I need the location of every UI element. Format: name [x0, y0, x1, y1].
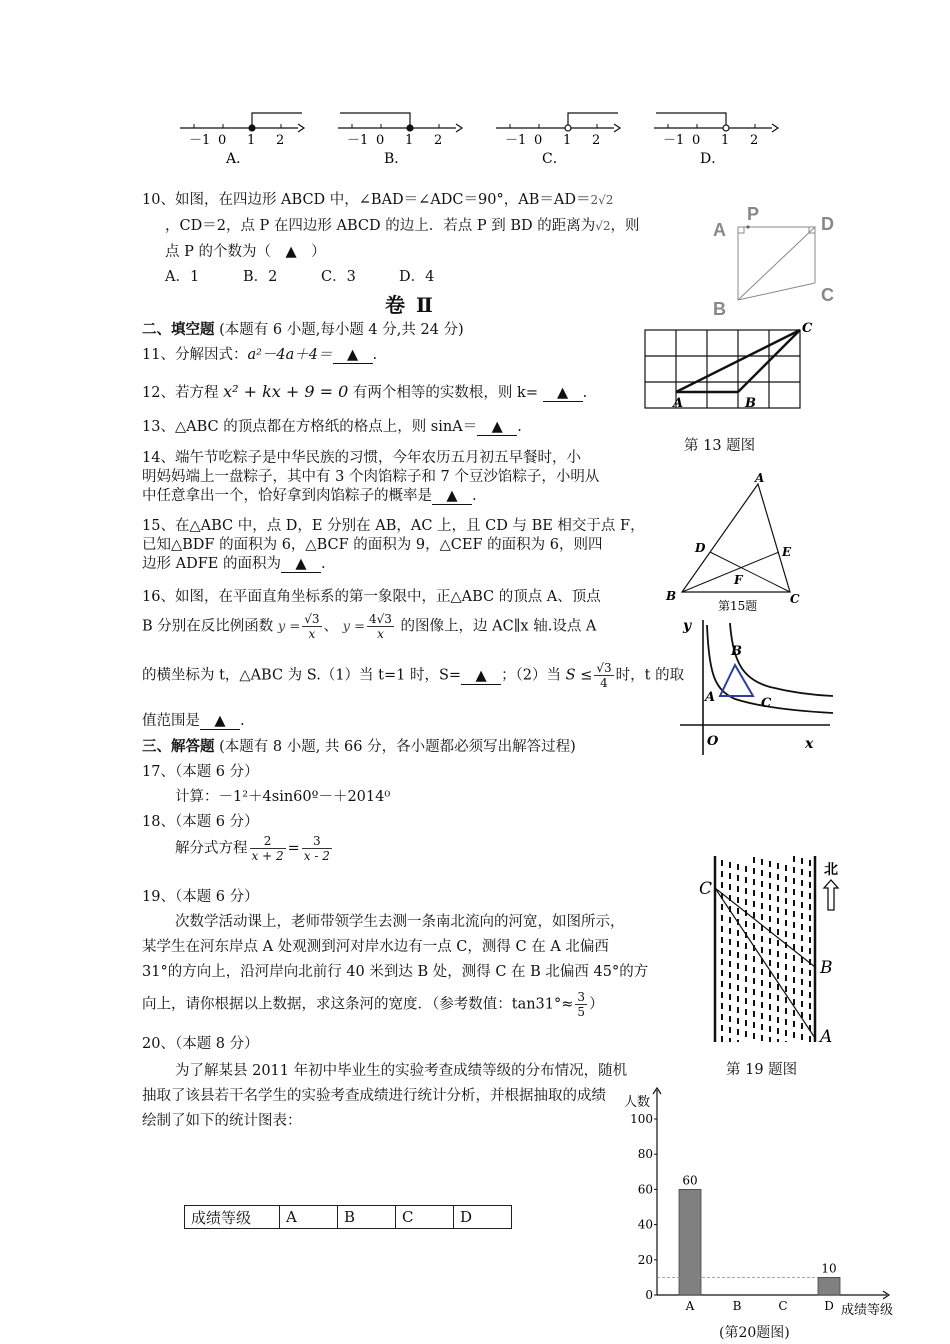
q18-left-denominator: x + 2 — [251, 849, 284, 863]
q19-fig-caption: 第 19 题图 — [726, 1062, 798, 1078]
q19-river-figure — [695, 852, 838, 1052]
numberline-tick-label: 1 — [247, 133, 256, 148]
q16-line2-end: 的图像上，边 AC∥x 轴.设点 A — [400, 618, 597, 635]
q16-label-o: O — [707, 734, 719, 749]
q15-answer-blank: ▲ — [281, 556, 321, 573]
q14-line3: 中任意拿出一个，恰好拿到肉馅粽子的概率是 ▲ . — [142, 488, 477, 504]
q10-line1-text: 10、如图，在四边形 ABCD 中，∠BAD＝∠ADC＝90°，AB＝AD＝ — [142, 192, 591, 208]
q16-f1-numerator: √3 — [304, 612, 320, 626]
q16-line2 — [142, 612, 596, 641]
q16-f1-denominator: x — [308, 627, 316, 641]
q19-line3: 31°的方向上，沿河岸向北前行 40 米到达 B 处，测得 C 在 B 北偏西 45°的方 — [142, 964, 649, 980]
q20-line1: 为了解某县 2011 年初中毕业生的实验考查成绩等级的分布情况，随机 — [175, 1063, 628, 1079]
grade-bar-chart — [615, 1084, 905, 1344]
q14-line2: 明妈妈端上一盘粽子，其中有 3 个肉馅粽子和 7 个豆沙馅粽子，小明从 — [142, 469, 600, 485]
q10-options — [165, 265, 434, 286]
q14-line1: 14、端午节吃粽子是中华民族的习惯，今年农历五月初五早餐时，小 — [142, 450, 581, 466]
q18-left-numerator: 2 — [250, 834, 286, 849]
q12-answer-blank: ▲ — [543, 385, 583, 402]
chart-y-tick-label: 0 — [645, 1288, 653, 1302]
numberline-tick-label: 2 — [750, 133, 759, 148]
grade-table-col-a: A — [280, 1206, 338, 1229]
q16-cond-numerator: √3 — [596, 661, 612, 675]
q10-option-d: D．4 — [399, 269, 435, 285]
numberline-tick-label: 1 — [405, 133, 414, 148]
q16-triangle-abc — [720, 665, 753, 696]
q11-expr: a²－4a＋4＝ — [247, 347, 333, 363]
q19-reference-denominator: 5 — [577, 1005, 586, 1019]
section3-note: (本题有 8 小题, 共 66 分，各小题都必须写出解答过程) — [219, 739, 576, 755]
chart-data-label: 10 — [821, 1261, 837, 1276]
section2-note: (本题有 6 小题,每小题 4 分,共 24 分) — [219, 322, 464, 338]
q15-label-e: E — [782, 545, 792, 559]
q13-label-a: A — [673, 396, 684, 411]
q14-line3-text: 中任意拿出一个，恰好拿到肉馅粽子的概率是 — [142, 488, 432, 504]
numberline-open-dot — [565, 125, 571, 131]
q19-label-a: A — [820, 1027, 833, 1047]
q13-answer-blank: ▲ — [477, 419, 517, 436]
q16-line4-text: 值范围是 — [142, 713, 200, 729]
q11: 11、分解因式：a²－4a＋4＝ ▲ . — [142, 347, 378, 363]
chart-y-tick-label: 100 — [630, 1112, 653, 1126]
q16-f2-fraction — [367, 612, 394, 641]
numberline-solution-ray — [252, 113, 302, 128]
q16-f2-denominator: x — [377, 627, 384, 641]
q13: 13、△ABC 的顶点都在方格纸的格点上，则 sinA＝ ▲ . — [142, 419, 522, 435]
numberline-solution-ray — [340, 113, 410, 128]
q14-answer-blank: ▲ — [432, 488, 472, 505]
q10-point-p — [746, 225, 749, 228]
numberline-tick-label: 2 — [592, 133, 601, 148]
chart-y-tick-label: 40 — [637, 1217, 653, 1232]
q16-label-y: y — [683, 618, 692, 634]
q16-cond-lhs: S ≤ — [565, 667, 593, 684]
q16-outer-curve — [730, 623, 833, 696]
q15-label-a: A — [755, 471, 765, 485]
q11-answer-blank: ▲ — [333, 347, 373, 364]
grade-table-col-b: B — [338, 1206, 396, 1229]
q12-text2: 有两个相等的实数根，则 k= — [352, 385, 538, 401]
q13-fig-caption: 第 13 题图 — [684, 438, 756, 454]
q19-line4-end: ） — [589, 996, 604, 1013]
q17-text: 计算：－1²＋4sin60º－＋2014⁰ — [175, 789, 391, 805]
q10-diagonal-bd — [738, 227, 815, 300]
q16-answer2-blank: ▲ — [200, 713, 240, 730]
volume-ii-heading: 卷 Ⅱ — [385, 293, 435, 317]
chart-x-tick-label: D — [824, 1299, 834, 1313]
grade-table-col-c: C — [396, 1206, 454, 1229]
q16-label-c: C — [761, 696, 772, 711]
numberline-tick-label: 0 — [376, 133, 385, 148]
chart-x-tick-label: C — [778, 1299, 788, 1313]
q13-grid-figure — [643, 320, 813, 420]
numberline-tick-label: 0 — [534, 133, 543, 148]
q10-line2-text: ，CD＝2，点 P 在四边形 ABCD 的边上．若点 P 到 BD 的距离为 — [165, 218, 596, 234]
chart-data-label: 60 — [682, 1173, 698, 1188]
q20-line3: 绘制了如下的统计图表： — [142, 1113, 302, 1129]
numberline-solution-ray — [656, 113, 726, 128]
q20-title: 20、（本题 8 分） — [142, 1036, 259, 1052]
q15-label-d: D — [695, 541, 706, 555]
numberline-tick-label: －1 — [189, 133, 211, 148]
q18-equals: = — [287, 840, 300, 857]
q19-line1: 次数学活动课上，老师带领学生去测一条南北流向的河宽，如图所示， — [175, 914, 625, 930]
q19-north-label: 北 — [824, 862, 838, 878]
q19-line4-text: 向上，请你根据以上数据，求这条河的宽度．（参考数值：tan31°≈ — [142, 996, 574, 1013]
q15-triangle-figure — [660, 470, 820, 613]
numberline-open-dot — [723, 125, 729, 131]
q13-label-b: B — [745, 396, 756, 411]
q16-answer1-blank: ▲ — [461, 668, 501, 685]
q16-separator: 、 — [323, 618, 339, 635]
q10-line2-end: ，则 — [610, 218, 640, 234]
q18-right-fraction — [302, 834, 332, 863]
q19-line4 — [142, 990, 604, 1019]
q16-line2-text: B 分别在反比例函数 — [142, 618, 274, 635]
q13-text: 13、△ABC 的顶点都在方格纸的格点上，则 sinA＝ — [142, 419, 478, 435]
q16-f2-numerator: 4√3 — [369, 612, 392, 626]
numberline-closed-dot — [249, 125, 255, 131]
q16-line1: 16、如图，在平面直角坐标系的第一象限中，正△ABC 的顶点 A、顶点 — [142, 589, 601, 605]
chart-x-tick-label: B — [732, 1299, 742, 1313]
q10-edge-bc — [738, 283, 815, 300]
q15-label-b: B — [666, 589, 677, 603]
q12-equation: x² + kx + 9 = 0 — [223, 382, 349, 401]
q10-option-b: B．2 — [243, 269, 278, 285]
numberline-tick-label: 0 — [218, 133, 227, 148]
q15-line2: 已知△BDF 的面积为 6，△BCF 的面积为 9，△CEF 的面积为 6，则四 — [142, 537, 603, 553]
chart-bar-a — [679, 1189, 701, 1295]
numberline-tick-label: －1 — [347, 133, 369, 148]
q10-label-a: A — [713, 220, 726, 240]
q15-label-f: F — [734, 573, 743, 587]
chart-y-tick-label: 80 — [637, 1147, 653, 1162]
arrow-right-icon — [298, 124, 304, 132]
q18-right-numerator: 3 — [302, 834, 332, 849]
q10-label-d: D — [821, 214, 834, 234]
section2-heading — [142, 318, 464, 339]
q18-text: 解分式方程 — [175, 840, 248, 857]
q16-coordinate-figure — [675, 615, 845, 755]
q12-text1: 12、若方程 — [142, 385, 219, 401]
numberline-tick-label: 0 — [692, 133, 701, 148]
arrow-right-icon — [614, 124, 620, 132]
q19-river-dashes — [722, 856, 810, 1042]
numberline-tick-label: 2 — [276, 133, 285, 148]
q10-option-c: C．3 — [321, 269, 356, 285]
q16-line3 — [142, 661, 684, 690]
north-arrow-icon — [824, 880, 838, 910]
q16-f1-fraction — [302, 612, 321, 641]
q12: 12、若方程 x² + kx + 9 = 0 有两个相等的实数根，则 k= ▲ . — [142, 382, 588, 401]
q10-line2 — [165, 214, 640, 235]
q10-distance-value: √2 — [595, 219, 611, 233]
q18-title: 18、（本题 6 分） — [142, 814, 259, 830]
q16-f1-lhs: y = — [277, 619, 301, 635]
q15-segment-cd — [710, 552, 790, 592]
numberline-option-label: B． — [384, 151, 409, 167]
chart-y-tick-label: 60 — [637, 1182, 653, 1197]
q16-label-x: x — [805, 736, 814, 752]
chart-x-tick-label: A — [685, 1299, 695, 1313]
q16-cond-fraction — [594, 661, 613, 690]
q15-line3-text: 边形 ADFE 的面积为 — [142, 556, 281, 572]
chart-caption: (第20题图) — [719, 1325, 790, 1341]
numberline-figures — [0, 0, 950, 170]
q11-text: 11、分解因式： — [142, 347, 248, 363]
section3-heading — [142, 735, 576, 756]
grade-table — [184, 1205, 512, 1229]
grade-table-header: 成绩等级 — [185, 1206, 280, 1229]
q19-reference-numerator: 3 — [577, 990, 586, 1004]
numberline-tick-label: －1 — [663, 133, 685, 148]
numberline-tick-label: 1 — [721, 133, 730, 148]
q10-option-a: A．1 — [165, 269, 200, 285]
q16-line3-end: 时，t 的取 — [615, 667, 685, 684]
numberline-tick-label: 1 — [563, 133, 572, 148]
q10-ab-value: 2√2 — [590, 193, 614, 207]
q10-right-angle-a — [738, 227, 744, 233]
arrow-right-icon — [772, 124, 778, 132]
section2-title: 二、填空题 — [142, 321, 215, 338]
q19-reference-fraction — [575, 990, 587, 1019]
table-row — [185, 1206, 512, 1229]
q19-line2: 某学生在河东岸点 A 处观测到河对岸水边有一点 C，测得 C 在 A 北偏西 — [142, 939, 609, 955]
q16-line3-mid: ；（2）当 — [501, 667, 562, 684]
numberline-tick-label: －1 — [505, 133, 527, 148]
numberline-solution-ray — [568, 113, 618, 128]
numberline-option-label: D． — [700, 151, 726, 167]
chart-y-tick-label: 20 — [637, 1252, 653, 1267]
q10-label-b: B — [713, 299, 726, 319]
q10-label-c: C — [821, 285, 834, 305]
numberline-closed-dot — [407, 125, 413, 131]
chart-x-label: 成绩等级 — [841, 1303, 894, 1318]
q16-label-b: B — [731, 644, 742, 659]
q15-fig-caption: 第15题 — [718, 599, 758, 613]
q17-title: 17、（本题 6 分） — [142, 764, 259, 780]
q18-left-fraction — [250, 834, 286, 863]
q16-line4: 值范围是 ▲ . — [142, 713, 245, 729]
section3-title: 三、解答题 — [142, 738, 215, 755]
q19-label-b: B — [820, 958, 833, 978]
q10-figure — [710, 204, 850, 319]
grade-table-col-d: D — [454, 1206, 512, 1229]
q19-title: 19、（本题 6 分） — [142, 889, 259, 905]
numberline-tick-label: 2 — [434, 133, 443, 148]
q16-cond-denominator: 4 — [600, 676, 608, 690]
q16-label-a: A — [705, 690, 716, 705]
q18-right-denominator: x - 2 — [303, 849, 330, 863]
q16-f2-lhs: y = — [342, 619, 366, 635]
numberline-option-label: C． — [542, 151, 567, 167]
q13-label-c: C — [802, 321, 813, 336]
q10-label-p: P — [747, 204, 760, 224]
q10-line3: 点 P 的个数为（ ▲ ） — [165, 244, 326, 260]
chart-bar-d — [818, 1277, 840, 1295]
q15-label-c: C — [790, 592, 800, 606]
q10-line1 — [142, 188, 613, 209]
q18-equation — [175, 834, 334, 863]
chart-y-label: 人数 — [624, 1095, 651, 1110]
q15-line1: 15、在△ABC 中，点 D，E 分别在 AB，AC 上，且 CD 与 BE 相交于点 F， — [142, 518, 645, 534]
q19-label-c: C — [699, 879, 713, 899]
numberline-option-label: A． — [226, 151, 251, 167]
arrow-right-icon — [456, 124, 462, 132]
q15-line3: 边形 ADFE 的面积为 ▲ . — [142, 556, 326, 572]
q16-line3-text: 的横坐标为 t，△ABC 为 S.（1）当 t=1 时，S= — [142, 667, 462, 684]
q20-line2: 抽取了该县若干名学生的实验考查成绩进行统计分析，并根据抽取的成绩 — [142, 1088, 606, 1104]
